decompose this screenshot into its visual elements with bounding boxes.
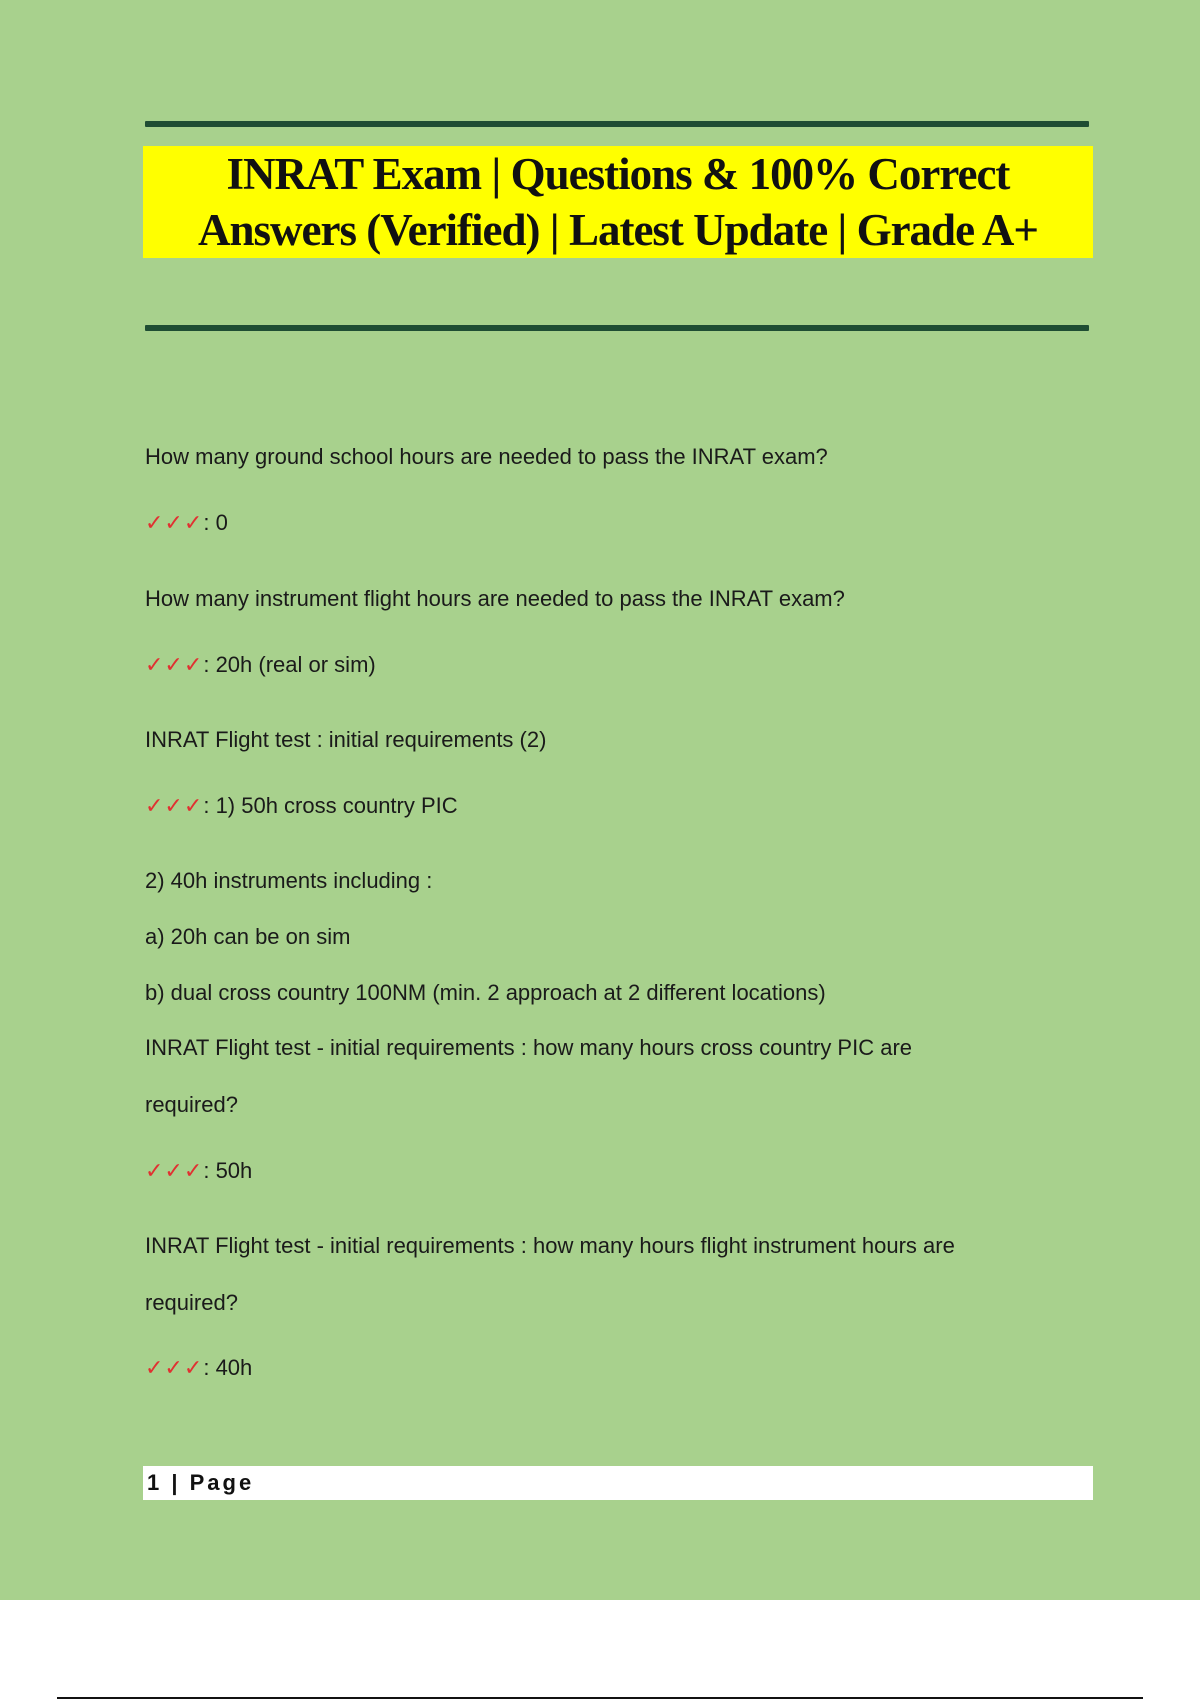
answer-line	[145, 652, 376, 678]
answer-continuation: 2) 40h instruments including :	[145, 868, 433, 893]
page-footer	[143, 1466, 1093, 1500]
page-number: 1 | Page	[147, 1470, 255, 1495]
question-text-continued: required?	[145, 1092, 238, 1117]
answer-separator: :	[203, 1158, 210, 1183]
answer-line	[145, 793, 458, 819]
check-marks-icon: ✓✓✓	[145, 653, 204, 678]
page-bottom-rule	[57, 1697, 1143, 1699]
title-line-1: INRAT Exam | Questions & 100% Correct	[226, 149, 1010, 199]
answer-separator: :	[203, 652, 210, 677]
answer-text: 0	[215, 510, 228, 535]
answer-text: 40h	[215, 1355, 253, 1380]
title-line-2: Answers (Verified) | Latest Update | Grade A+	[198, 205, 1038, 255]
answer-separator: :	[203, 793, 210, 818]
question-text: How many ground school hours are needed to pass the INRAT exam?	[145, 444, 828, 469]
answer-separator: :	[203, 1355, 210, 1380]
answer-text: 50h	[215, 1158, 253, 1183]
answer-line	[145, 1158, 252, 1184]
bottom-divider	[145, 325, 1089, 331]
top-divider	[145, 121, 1089, 127]
question-text-continued: required?	[145, 1290, 238, 1315]
answer-continuation: a) 20h can be on sim	[145, 924, 351, 949]
question-text: How many instrument flight hours are needed to pass the INRAT exam?	[145, 586, 845, 611]
answer-text: 20h (real or sim)	[215, 652, 376, 677]
answer-separator: :	[203, 510, 210, 535]
check-marks-icon: ✓✓✓	[145, 1159, 204, 1184]
answer-text: 1) 50h cross country PIC	[215, 793, 458, 818]
check-marks-icon: ✓✓✓	[145, 511, 204, 536]
check-marks-icon: ✓✓✓	[145, 1356, 204, 1381]
answer-line	[145, 510, 228, 536]
answer-line	[145, 1355, 252, 1381]
answer-continuation: b) dual cross country 100NM (min. 2 approach at 2 different locations)	[145, 980, 826, 1005]
check-marks-icon: ✓✓✓	[145, 794, 204, 819]
title-banner	[143, 146, 1093, 258]
question-text: INRAT Flight test : initial requirements (2)	[145, 727, 547, 752]
question-text: INRAT Flight test - initial requirements : how many hours cross country PIC are	[145, 1035, 913, 1060]
question-text: INRAT Flight test - initial requirements : how many hours flight instrument hours are	[145, 1233, 955, 1258]
document-title	[198, 146, 1038, 258]
